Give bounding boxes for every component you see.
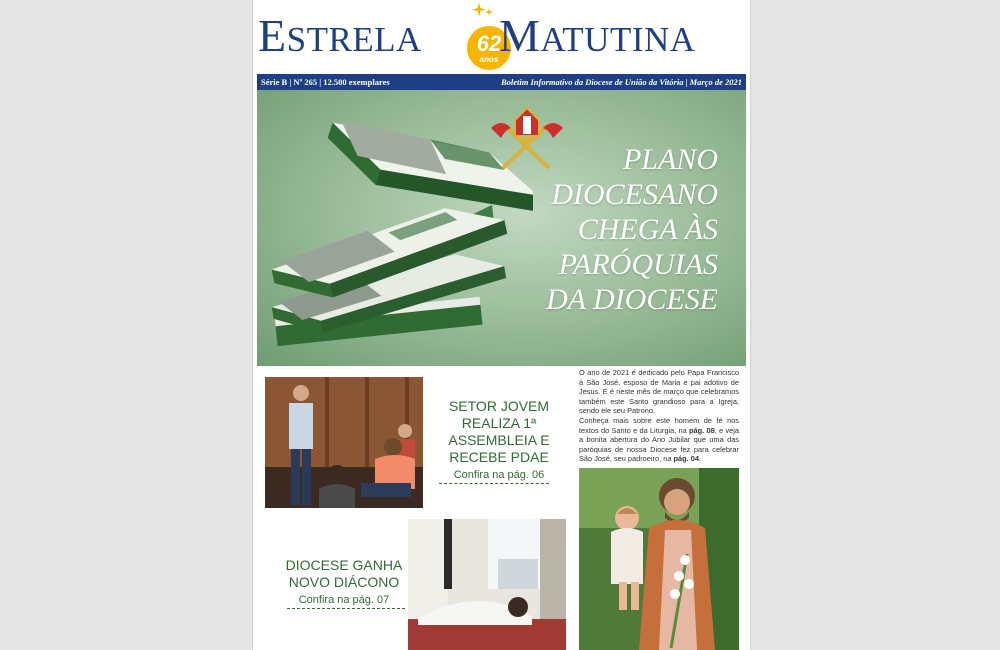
masthead-title-right: MATUTINA: [499, 10, 696, 61]
youth-assembly-photo: [265, 377, 423, 508]
masthead-title-left: ESTRELA: [258, 10, 422, 61]
deacon-article-page-ref: Confira na pág. 07: [298, 594, 390, 606]
hero-headline: PLANO DIOCESANO CHEGA ÀS PARÓQUIAS DA DIOCESE: [546, 143, 718, 316]
youth-article-divider: [439, 483, 549, 484]
issue-info: Série B | Nº 265 | 12.500 exemplares: [261, 77, 390, 87]
hero-banner: [257, 90, 746, 366]
intro-paragraph-2: Conheça mais sobre este homem de fé nos textos do Santo e da Liturgia, na pág. 08, e veja a bonita abertura do Ano Jubilar que uma das paróquias de nossa Diocese fez para celebrar São José, seu padroeiro, na pág. 04.: [579, 415, 739, 464]
youth-article-headline: SETOR JOVEM REALIZA 1ª ASSEMBLEIA E RECEBE PDAE Confira na pág. 06: [429, 398, 569, 484]
youth-article-page-ref: Confira na pág. 06: [453, 469, 545, 481]
deacon-article-divider: [287, 608, 405, 609]
intro-paragraph-1: O ano de 2021 é dedicado pelo Papa Francisco à São José, esposo de Maria e pai adotivo de Jesus. E é neste mês de março que celebramos também este Santo grandioso para a Igreja, sendo ele seu Patrono.: [579, 368, 739, 416]
newspaper-page: [253, 0, 750, 650]
star-icon: [467, 0, 497, 26]
intro-text: [579, 368, 739, 464]
issue-info-bar: [257, 74, 746, 90]
bulletin-info: Boletim Informativo da Diocese de União da Vitória | Março de 2021: [500, 77, 742, 87]
anniversary-badge: 62 anos: [465, 24, 513, 72]
deacon-article-headline: DIOCESE GANHA NOVO DIÁCONO Confira na pág. 07: [281, 557, 407, 609]
masthead: [253, 0, 750, 74]
saint-joseph-image: [579, 468, 739, 650]
ordination-photo: [408, 519, 566, 650]
